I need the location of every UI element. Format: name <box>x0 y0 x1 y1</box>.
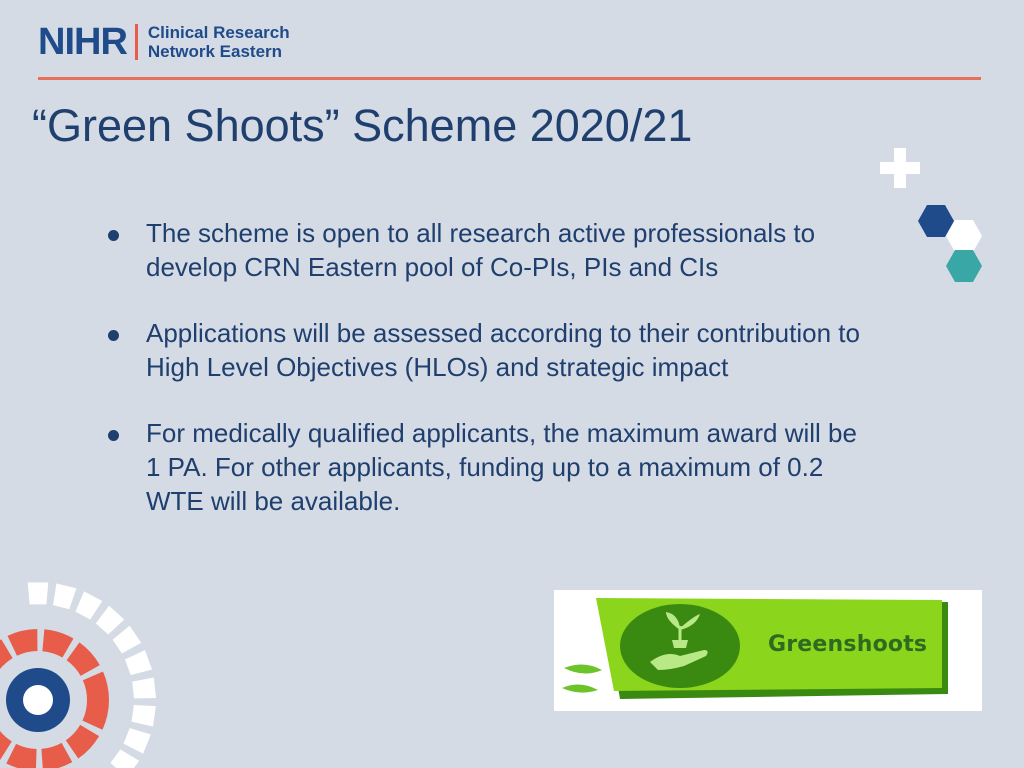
bullet-text: Applications will be assessed according to their contribution to High Level Objectives (HLOs) and strategic impact <box>146 318 860 382</box>
plus-icon <box>876 144 924 192</box>
ring-segment <box>124 728 151 754</box>
ring-segment <box>28 582 49 604</box>
bullet-list <box>108 216 868 550</box>
ring-segment <box>132 677 156 698</box>
bullet-dot-icon <box>108 330 119 341</box>
hexagon-cluster-icon <box>918 200 988 286</box>
bullet-dot-icon <box>108 430 119 441</box>
bullet-text: The scheme is open to all research active professionals to develop CRN Eastern pool of Co-PIs, PIs and CIs <box>146 218 816 282</box>
bullet-dot-icon <box>108 230 119 241</box>
logo-subtitle-line2: Network Eastern <box>147 42 283 61</box>
header-divider <box>38 77 981 80</box>
logo-subtitle-line1: Clinical Research <box>147 23 290 42</box>
slide-title: “Green Shoots” Scheme 2020/21 <box>32 100 693 151</box>
bullet-text: For medically qualified applicants, the maximum award will be 1 PA. For other applicants, funding up to a maximum of 0.2 WTE will be available. <box>146 418 857 516</box>
greenshoots-label: Greenshoots <box>768 632 928 657</box>
ring-segment <box>110 749 139 768</box>
bullet-item <box>108 416 868 518</box>
ring-segment <box>125 650 152 675</box>
logo-divider <box>135 24 138 60</box>
bullet-item <box>108 216 868 284</box>
bullet-item <box>108 316 868 384</box>
ring-segment <box>132 705 156 727</box>
target-decoration-icon <box>0 568 170 768</box>
ring-segment <box>76 591 103 619</box>
logo-wordmark: NIHR <box>38 21 127 63</box>
ring-segment <box>113 626 142 654</box>
logo-subtitle <box>148 23 290 61</box>
greenshoots-image <box>554 590 982 711</box>
ring-segment <box>96 606 125 635</box>
ring-segment <box>53 583 76 609</box>
nihr-logo <box>38 22 290 62</box>
